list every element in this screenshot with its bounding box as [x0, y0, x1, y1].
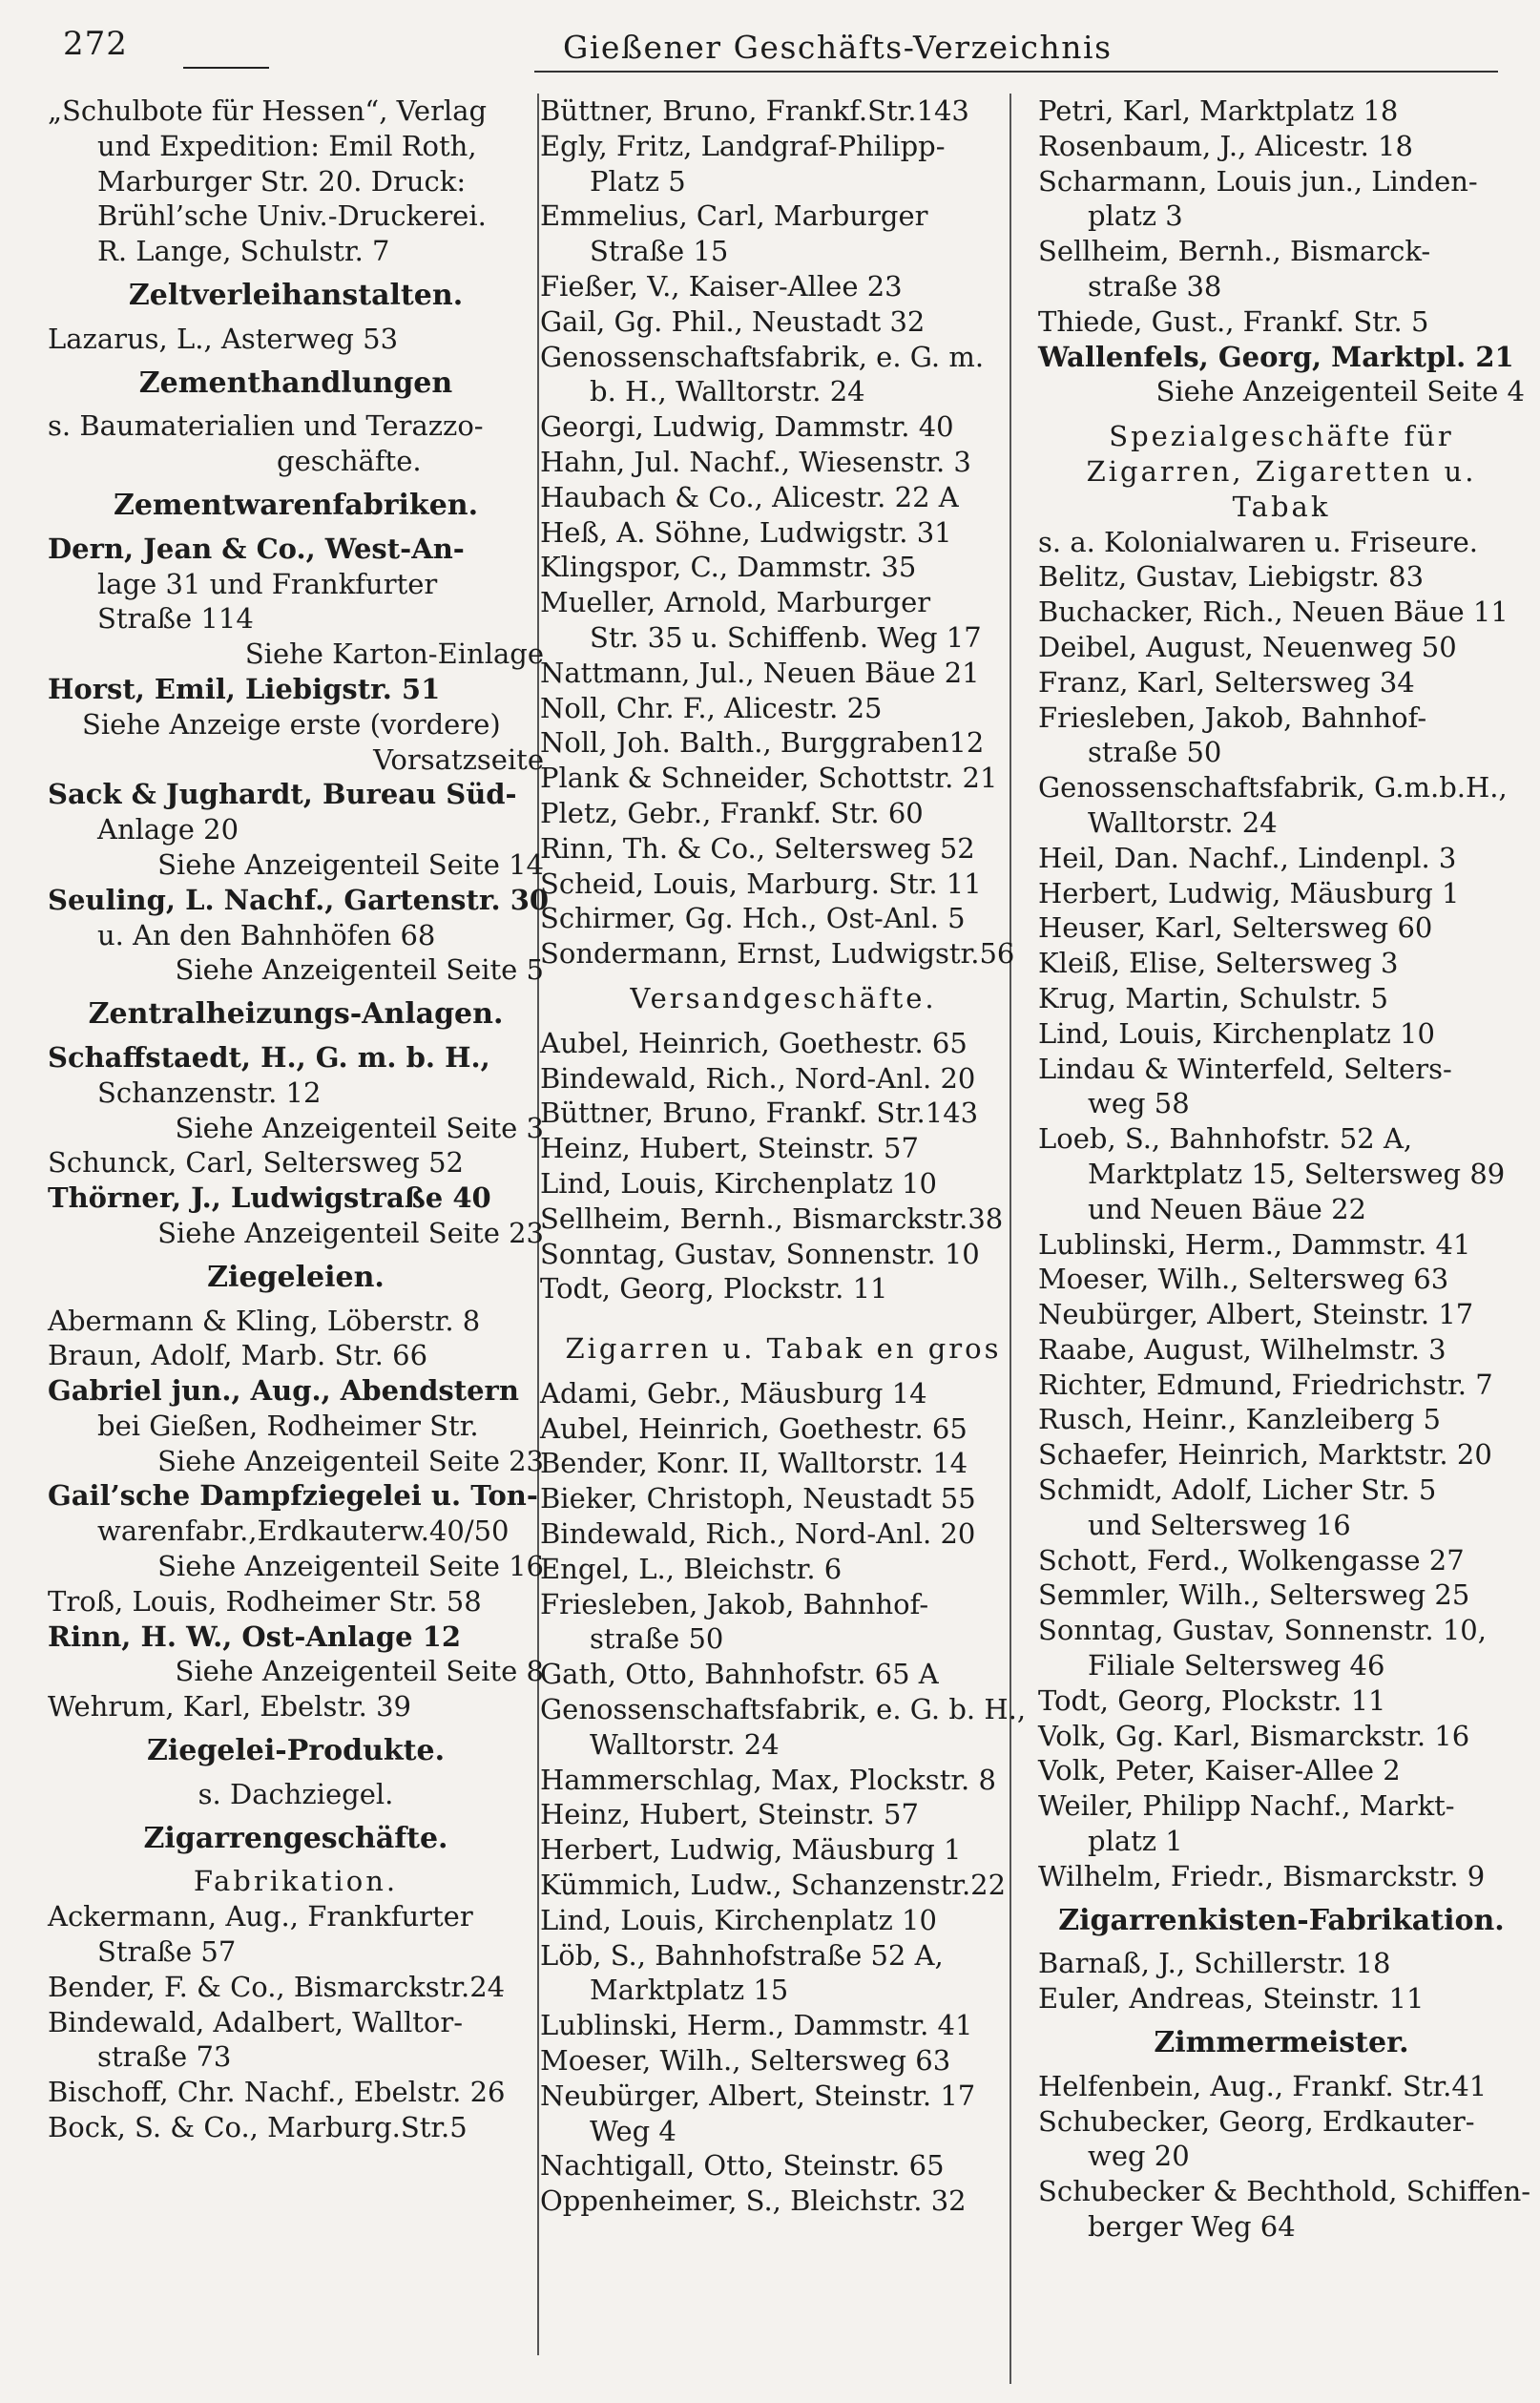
entry-line: Petri, Karl, Marktplatz 18 [1038, 94, 1399, 127]
entry-line: Sellheim, Bernh., Bismarck- [1038, 235, 1431, 268]
entry-line: Wallenfels, Georg, Marktpl. 21 [1038, 340, 1514, 373]
entry-line: Troß, Louis, Rodheimer Str. 58 [48, 1584, 482, 1618]
column-1 [48, 94, 550, 2145]
column-3 [1038, 94, 1531, 2245]
entry-line: Lublinski, Herm., Dammstr. 41 [1038, 1227, 1471, 1261]
entry-line: Siehe Anzeigenteil Seite 14 [157, 847, 544, 881]
column-2 [540, 94, 1027, 2219]
entry-line: Thiede, Gust., Frankf. Str. 5 [1038, 304, 1429, 338]
entry-line: straße 38 [1088, 269, 1222, 303]
entry-line: Sack & Jughardt, Bureau Süd- [48, 778, 517, 811]
entry-line: Bindewald, Rich., Nord-Anl. 20 [540, 1061, 976, 1095]
entry-line: Walltorstr. 24 [1088, 805, 1278, 839]
section-heading: Zigarren u. Tabak en gros [565, 1332, 1002, 1366]
entry-line: Neubürger, Albert, Steinstr. 17 [1038, 1298, 1474, 1331]
entry-line: Sonntag, Gustav, Sonnenstr. 10 [540, 1237, 980, 1270]
entry-line: Belitz, Gustav, Liebigstr. 83 [1038, 560, 1425, 594]
entry-line: Genossenschaftsfabrik, e. G. b. H., [540, 1693, 1027, 1726]
entry-line: Bindewald, Rich., Nord-Anl. 20 [540, 1517, 976, 1551]
entry-line: Schott, Ferd., Wolkengasse 27 [1038, 1543, 1465, 1577]
entry-line: Vorsatzseite [373, 742, 544, 776]
entry-line: b. H., Walltorstr. 24 [590, 375, 865, 408]
entry-line: Bender, F. & Co., Bismarckstr.24 [48, 1970, 506, 2003]
entry-line: Lind, Louis, Kirchenplatz 10 [540, 1903, 937, 1936]
entry-line: Schubecker & Bechthold, Schiffen- [1038, 2175, 1531, 2208]
entry-line: Sondermann, Ernst, Ludwigstr.56 [540, 937, 1015, 971]
entry-line: Kümmich, Ludw., Schanzenstr.22 [540, 1869, 1007, 1902]
entry-line: Franz, Karl, Seltersweg 34 [1038, 665, 1415, 699]
entry-line: Bender, Konr. II, Walltorstr. 14 [540, 1447, 968, 1480]
entry-line: Todt, Georg, Plockstr. 11 [1038, 1683, 1386, 1717]
entry-line: warenfabr.,Erdkauterw.40/50 [97, 1515, 510, 1548]
entry-line: Richter, Edmund, Friedrichstr. 7 [1038, 1368, 1493, 1401]
entry-line: Schunck, Carl, Seltersweg 52 [48, 1146, 464, 1180]
entry-line: Herbert, Ludwig, Mäusburg 1 [540, 1833, 962, 1867]
entry-line: Sonntag, Gustav, Sonnenstr. 10, [1038, 1614, 1487, 1647]
entry-line: Engel, L., Bleichstr. 6 [540, 1552, 843, 1585]
entry-line: Nachtigall, Otto, Steinstr. 65 [540, 2149, 945, 2183]
entry-line: Egly, Fritz, Landgraf-Philipp- [540, 129, 946, 162]
entry-line: Pletz, Gebr., Frankf. Str. 60 [540, 796, 924, 829]
entry-line: Straße 15 [590, 235, 729, 268]
entry-line: Hahn, Jul. Nachf., Wiesenstr. 3 [540, 445, 971, 478]
entry-line: Walltorstr. 24 [590, 1727, 780, 1761]
section-heading: Zigarrenkisten-Fabrikation. [1058, 1903, 1505, 1937]
entry-line: Brühl’sche Univ.-Druckerei. [97, 199, 487, 233]
entry-line: Platz 5 [590, 164, 686, 198]
entry-line: Emmelius, Carl, Marburger [540, 199, 928, 233]
entry-line: s. a. Kolonialwaren u. Friseure. [1038, 525, 1479, 558]
entry-line: Euler, Andreas, Steinstr. 11 [1038, 1982, 1425, 2016]
entry-line: Bischoff, Chr. Nachf., Ebelstr. 26 [48, 2076, 506, 2109]
header-rule [534, 71, 1498, 73]
entry-line: Lind, Louis, Kirchenplatz 10 [1038, 1016, 1435, 1050]
entry-line: „Schulbote für Hessen“, Verlag [48, 94, 488, 127]
entry-line: platz 1 [1088, 1825, 1183, 1858]
entry-line: s. Baumaterialien und Terazzo- [48, 409, 484, 443]
entry-line: und Neuen Bäue 22 [1088, 1192, 1366, 1225]
entry-line: Siehe Anzeigenteil Seite 23 [157, 1216, 544, 1249]
entry-line: Neubürger, Albert, Steinstr. 17 [540, 2079, 976, 2112]
entry-line: Hammerschlag, Max, Plockstr. 8 [540, 1763, 996, 1796]
entry-line: Genossenschaftsfabrik, G.m.b.H., [1038, 771, 1508, 804]
entry-line: Heuser, Karl, Seltersweg 60 [1038, 911, 1433, 945]
entry-line: Siehe Anzeigenteil Seite 3 [175, 1111, 544, 1144]
entry-line: Rinn, Th. & Co., Seltersweg 52 [540, 831, 975, 865]
entry-line: Semmler, Wilh., Seltersweg 25 [1038, 1578, 1470, 1612]
entry-line: Dern, Jean & Co., West-An- [48, 532, 465, 565]
entry-line: Siehe Anzeigenteil Seite 23 [157, 1444, 544, 1477]
entry-line: Noll, Joh. Balth., Burggraben12 [540, 726, 985, 760]
entry-line: weg 58 [1088, 1087, 1190, 1120]
page-header [0, 0, 1540, 76]
entry-line: Heil, Dan. Nachf., Lindenpl. 3 [1038, 841, 1457, 874]
section-heading: Zigarrengeschäfte. [143, 1821, 448, 1855]
entry-line: weg 20 [1088, 2140, 1190, 2173]
section-heading: Zeltverleihanstalten. [128, 278, 464, 312]
entry-line: Scheid, Louis, Marburg. Str. 11 [540, 867, 982, 900]
entry-line: straße 50 [1088, 736, 1222, 769]
entry-line: Siehe Anzeigenteil Seite 8 [175, 1655, 544, 1688]
section-heading: Spezialgeschäfte für [1109, 420, 1454, 453]
entry-line: Volk, Gg. Karl, Bismarckstr. 16 [1038, 1719, 1470, 1752]
entry-line: Bieker, Christoph, Neustadt 55 [540, 1482, 976, 1515]
entry-line: bei Gießen, Rodheimer Str. [97, 1409, 479, 1442]
entry-line: Löb, S., Bahnhofstraße 52 A, [540, 1938, 944, 1972]
entry-line: Raabe, August, Wilhelmstr. 3 [1038, 1332, 1446, 1366]
entry-line: Lindau & Winterfeld, Selters- [1038, 1052, 1452, 1085]
entry-line: Weiler, Philipp Nachf., Markt- [1038, 1789, 1455, 1823]
entry-line: Schirmer, Gg. Hch., Ost-Anl. 5 [540, 902, 966, 935]
entry-line: Marburger Str. 20. Druck: [97, 164, 467, 198]
entry-line: u. An den Bahnhöfen 68 [97, 918, 436, 951]
entry-line: Fießer, V., Kaiser-Allee 23 [540, 269, 903, 303]
entry-line: Kleiß, Elise, Seltersweg 3 [1038, 947, 1399, 980]
entry-line: Gabriel jun., Aug., Abendstern [48, 1374, 519, 1408]
entry-line: Schaffstaedt, H., G. m. b. H., [48, 1040, 490, 1074]
entry-line: Braun, Adolf, Marb. Str. 66 [48, 1339, 428, 1372]
entry-line: Loeb, S., Bahnhofstr. 52 A, [1038, 1122, 1413, 1156]
entry-line: Schubecker, Georg, Erdkauter- [1038, 2104, 1475, 2138]
entry-line: Siehe Anzeigenteil Seite 5 [175, 953, 544, 987]
entry-line: Bock, S. & Co., Marburg.Str.5 [48, 2111, 468, 2144]
page-title: Gießener Geschäfts-Verzeichnis [563, 29, 1113, 66]
entry-line: berger Weg 64 [1088, 2210, 1296, 2244]
entry-line: Heinz, Hubert, Steinstr. 57 [540, 1798, 919, 1831]
entry-line: Noll, Chr. F., Alicestr. 25 [540, 691, 883, 724]
header-short-rule [183, 67, 269, 69]
entry-line: R. Lange, Schulstr. 7 [97, 235, 390, 268]
entry-line: Lind, Louis, Kirchenplatz 10 [540, 1166, 937, 1200]
entry-line: Plank & Schneider, Schottstr. 21 [540, 762, 998, 795]
entry-line: Siehe Karton-Einlage [244, 637, 544, 671]
entry-line: Bindewald, Adalbert, Walltor- [48, 2005, 464, 2038]
entry-line: Klingspor, C., Dammstr. 35 [540, 551, 917, 584]
section-heading: Zimmermeister. [1154, 2026, 1409, 2060]
entry-line: Lublinski, Herm., Dammstr. 41 [540, 2009, 973, 2042]
entry-line: Georgi, Ludwig, Dammstr. 40 [540, 410, 954, 444]
entry-line: Oppenheimer, S., Bleichstr. 32 [540, 2184, 967, 2218]
entry-line: Büttner, Bruno, Frankf. Str.143 [540, 1097, 979, 1130]
entry-line: Aubel, Heinrich, Goethestr. 65 [540, 1026, 968, 1059]
entry-line: Rinn, H. W., Ost-Anlage 12 [48, 1619, 462, 1653]
page-number: 272 [63, 25, 128, 63]
entry-line: Sellheim, Bernh., Bismarckstr.38 [540, 1202, 1004, 1235]
entry-line: Moeser, Wilh., Seltersweg 63 [540, 2044, 951, 2078]
entry-line: geschäfte. [277, 445, 422, 478]
entry-line: straße 50 [590, 1622, 724, 1656]
entry-line: Aubel, Heinrich, Goethestr. 65 [540, 1411, 968, 1445]
entry-line: straße 73 [97, 2040, 232, 2074]
entry-line: Straße 114 [97, 602, 254, 636]
entry-line: Moeser, Wilh., Seltersweg 63 [1038, 1263, 1449, 1296]
section-heading: Ziegeleien. [207, 1260, 385, 1294]
entry-line: platz 3 [1088, 199, 1183, 233]
section-heading: Zentralheizungs-Anlagen. [88, 997, 504, 1032]
entry-line: und Expedition: Emil Roth, [97, 129, 477, 162]
entry-line: Mueller, Arnold, Marburger [540, 586, 931, 619]
entry-line: Helfenbein, Aug., Frankf. Str.41 [1038, 2069, 1488, 2102]
entry-line: Rosenbaum, J., Alicestr. 18 [1038, 129, 1413, 162]
entry-line: Gath, Otto, Bahnhofstr. 65 A [540, 1658, 939, 1691]
entry-line: Todt, Georg, Plockstr. 11 [540, 1272, 888, 1306]
section-heading: Zementhandlungen [138, 366, 453, 400]
entry-line: s. Dachziegel. [198, 1777, 394, 1810]
section-heading: Zigarren, Zigaretten u. [1086, 454, 1477, 488]
entry-line: Friesleben, Jakob, Bahnhof- [540, 1587, 929, 1620]
entry-line: Schmidt, Adolf, Licher Str. 5 [1038, 1473, 1437, 1507]
entry-line: Friesleben, Jakob, Bahnhof- [1038, 700, 1427, 734]
section-heading: Tabak [1232, 490, 1331, 523]
entry-line: Siehe Anzeigenteil Seite 4 [1155, 375, 1525, 408]
entry-line: Seuling, L. Nachf., Gartenstr. 30 [48, 883, 550, 916]
entry-line: Str. 35 u. Schiffenb. Weg 17 [590, 620, 982, 654]
entry-line: Ackermann, Aug., Frankfurter [48, 1900, 473, 1933]
entry-line: Nattmann, Jul., Neuen Bäue 21 [540, 656, 980, 689]
entry-line: Straße 57 [97, 1935, 237, 1969]
entry-line: Haubach & Co., Alicestr. 22 A [540, 480, 959, 513]
entry-line: Heß, A. Söhne, Ludwigstr. 31 [540, 515, 952, 549]
entry-line: Schanzenstr. 12 [97, 1076, 322, 1109]
subsection-heading: Fabrikation. [193, 1865, 399, 1898]
entry-line: Büttner, Bruno, Frankf.Str.143 [540, 94, 969, 127]
section-heading: Ziegelei-Produkte. [146, 1734, 446, 1768]
entry-line: Herbert, Ludwig, Mäusburg 1 [1038, 876, 1460, 909]
entry-line: Schaefer, Heinrich, Marktstr. 20 [1038, 1438, 1492, 1472]
entry-line: Horst, Emil, Liebigstr. 51 [48, 672, 441, 705]
entry-line: Adami, Gebr., Mäusburg 14 [540, 1376, 927, 1410]
entry-line: lage 31 und Frankfurter [97, 567, 438, 600]
entry-line: Siehe Anzeige erste (vordere) [82, 707, 501, 741]
entry-line: Buchacker, Rich., Neuen Bäue 11 [1038, 596, 1509, 629]
entry-line: Abermann & Kling, Löberstr. 8 [48, 1304, 481, 1337]
entry-line: Gail, Gg. Phil., Neustadt 32 [540, 304, 926, 338]
entry-line: Marktplatz 15 [590, 1974, 789, 2007]
entry-line: Scharmann, Louis jun., Linden- [1038, 164, 1478, 198]
entry-line: Anlage 20 [97, 813, 239, 846]
entry-line: Wehrum, Karl, Ebelstr. 39 [48, 1690, 412, 1724]
entry-line: Filiale Seltersweg 46 [1088, 1649, 1385, 1682]
entry-line: Genossenschaftsfabrik, e. G. m. [540, 340, 985, 373]
entry-line: Rusch, Heinr., Kanzleiberg 5 [1038, 1403, 1441, 1436]
entry-line: Wilhelm, Friedr., Bismarckstr. 9 [1038, 1859, 1486, 1892]
entry-line: Siehe Anzeigenteil Seite 16 [157, 1550, 544, 1583]
entry-line: Weg 4 [590, 2114, 676, 2147]
entry-line: Krug, Martin, Schulstr. 5 [1038, 981, 1388, 1014]
entry-line: Volk, Peter, Kaiser-Allee 2 [1038, 1754, 1401, 1787]
section-heading: Zementwarenfabriken. [113, 488, 479, 522]
entry-line: Lazarus, L., Asterweg 53 [48, 322, 399, 355]
entry-line: Gail’sche Dampfziegelei u. Ton- [48, 1479, 538, 1513]
entry-line: Heinz, Hubert, Steinstr. 57 [540, 1132, 919, 1165]
entry-line: Marktplatz 15, Seltersweg 89 [1088, 1157, 1506, 1190]
section-heading: Versandgeschäfte. [630, 981, 937, 1014]
entry-line: Deibel, August, Neuenweg 50 [1038, 630, 1457, 663]
entry-line: Thörner, J., Ludwigstraße 40 [48, 1181, 491, 1215]
entry-line: und Seltersweg 16 [1088, 1508, 1351, 1541]
entry-line: Barnaß, J., Schillerstr. 18 [1038, 1947, 1391, 1980]
